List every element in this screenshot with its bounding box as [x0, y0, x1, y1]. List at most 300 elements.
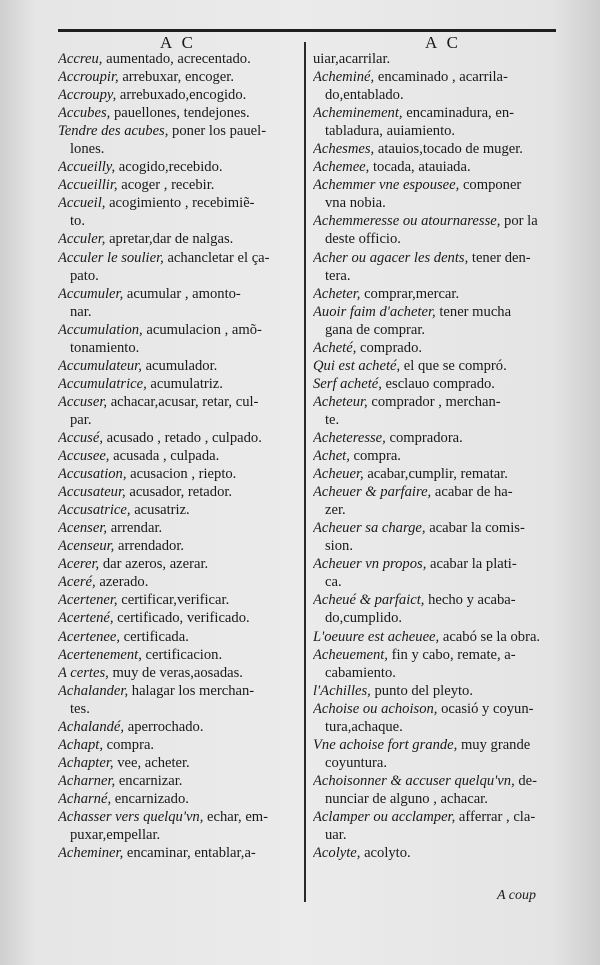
entry-definition: ocasió y coyun-: [441, 700, 534, 717]
running-head-right: A C: [425, 33, 461, 52]
dictionary-entry: [58, 664, 300, 682]
dictionary-entry: [313, 357, 551, 375]
dictionary-entry: [58, 393, 300, 429]
entry-definition: acusatriz.: [134, 502, 190, 519]
entry-headword: Achemee,: [313, 159, 370, 176]
entry-headword: Serf acheté,: [313, 375, 382, 392]
entry-headword: Accroupy,: [58, 87, 117, 104]
entry-definition: vee, acheter.: [117, 754, 190, 771]
entry-definition: compra.: [106, 736, 155, 753]
entry-definition: aumentado, acrecentado.: [106, 51, 251, 67]
dictionary-entry: [313, 68, 551, 104]
entry-definition: aperrochado.: [127, 718, 204, 735]
entry-headword: Acenseur,: [58, 538, 115, 555]
entry-line: [58, 555, 300, 573]
entry-definition: afferrar , cla-: [458, 808, 536, 825]
dictionary-entry: [58, 230, 300, 248]
entry-definition: acusado , retado , culpado.: [106, 429, 262, 446]
entry-headword: Achalander,: [58, 682, 129, 699]
entry-headword: Achet,: [313, 448, 350, 465]
entry-definition: certificada.: [123, 628, 189, 645]
entry-headword: Acculer le soulier,: [58, 249, 164, 266]
entry-headword: Acheté,: [313, 339, 357, 356]
entry-definition: arrebuxar, encoger.: [122, 69, 234, 86]
entry-headword: Accusateur,: [58, 484, 126, 501]
entry-line: [58, 230, 300, 248]
dictionary-entry: [58, 718, 300, 736]
entry-headword: Accusatrice,: [58, 502, 131, 519]
dictionary-entry: [58, 808, 300, 844]
entry-line: [313, 808, 551, 826]
entry-continuation: [313, 86, 551, 104]
entry-line: [58, 50, 300, 68]
dictionary-entry: [58, 682, 300, 718]
entry-continuation: [313, 754, 551, 772]
entry-definition: poner los pauel-: [172, 123, 267, 140]
entry-headword: Acolyte,: [313, 845, 361, 862]
entry-definition: acoger , recebir.: [121, 177, 215, 194]
entry-definition: puxar,empellar.: [70, 827, 161, 844]
entry-headword: Achapt,: [58, 736, 103, 753]
entry-definition: tocada, atauiada.: [372, 159, 471, 176]
entry-line: [58, 176, 300, 194]
entry-definition: de-: [518, 772, 538, 789]
dictionary-entry: [313, 285, 551, 303]
entry-definition: arrendar.: [110, 520, 163, 537]
dictionary-entry: [313, 555, 551, 591]
entry-headword: Acheteur,: [313, 393, 368, 410]
entry-definition: acolyto.: [364, 845, 411, 862]
entry-headword: Acertené,: [58, 610, 114, 627]
entry-continuation: [58, 411, 300, 429]
entry-headword: Acculer,: [58, 231, 106, 248]
entry-headword: Accueillir,: [58, 177, 118, 194]
entry-definition: punto del pleyto.: [374, 682, 473, 699]
entry-line: [313, 68, 551, 86]
dictionary-entry: [58, 447, 300, 465]
entry-headword: Achemmeresse ou atournaresse,: [313, 213, 501, 230]
entry-line: [313, 682, 551, 700]
dictionary-entry: [313, 303, 551, 339]
entry-continuation: [313, 230, 551, 248]
dictionary-entry: [58, 844, 300, 862]
top-rule: [58, 29, 556, 32]
dictionary-entry: [58, 537, 300, 555]
entry-definition: cabamiento.: [325, 664, 396, 681]
dictionary-entry: [313, 158, 551, 176]
entry-line: [313, 285, 551, 303]
dictionary-entry: [58, 104, 300, 122]
entry-headword: L'oeuure est acheuee,: [313, 628, 440, 645]
entry-line: [313, 158, 551, 176]
entry-headword: Acenser,: [58, 520, 108, 537]
entry-headword: Accreu,: [58, 51, 103, 67]
entry-line: [313, 212, 551, 230]
entry-definition: por la: [504, 213, 538, 230]
entry-line: [58, 122, 300, 140]
entry-headword: Acheminé,: [313, 69, 375, 86]
entry-continuation: [313, 664, 551, 682]
entry-definition: acumular , amonto-: [126, 285, 241, 302]
entry-definition: uiar,acarrilar.: [313, 51, 391, 67]
entry-line: [58, 194, 300, 212]
entry-definition: achancletar el ça-: [167, 249, 270, 266]
entry-line: [313, 591, 551, 609]
dictionary-entry: [58, 573, 300, 591]
dictionary-entry: [313, 736, 551, 772]
entry-definition: tener den-: [471, 249, 531, 266]
entry-line: [313, 772, 551, 790]
dictionary-entry: [58, 321, 300, 357]
entry-line: [313, 519, 551, 537]
dictionary-entry: [58, 555, 300, 573]
entry-headword: Acertenee,: [58, 628, 120, 645]
entry-line: [313, 140, 551, 158]
entry-line: [58, 628, 300, 646]
entry-line: [313, 339, 551, 357]
entry-definition: ca.: [325, 574, 342, 591]
entry-definition: el que se compró.: [403, 357, 507, 374]
entry-continuation: [313, 790, 551, 808]
entry-continuation: [58, 212, 300, 230]
entry-definition: certificacion.: [145, 646, 223, 663]
dictionary-entry: [58, 50, 300, 68]
entry-continuation: [313, 609, 551, 627]
entry-definition: nunciar de alguno , achacar.: [325, 790, 488, 807]
dictionary-entry: [313, 519, 551, 555]
entry-headword: Accumulation,: [58, 321, 143, 338]
entry-headword: Acheuer & parfaire,: [313, 484, 432, 501]
entry-line: [58, 483, 300, 501]
entry-definition: tera.: [325, 267, 351, 284]
entry-line: [58, 447, 300, 465]
dictionary-entry: [313, 682, 551, 700]
entry-continuation: [58, 339, 300, 357]
entry-headword: Accumuler,: [58, 285, 124, 302]
entry-headword: Tendre des acubes,: [58, 123, 169, 140]
entry-definition: pauellones, tendejones.: [113, 105, 250, 122]
dictionary-entry: [58, 736, 300, 754]
dictionary-entry: [58, 357, 300, 375]
entry-headword: Achasser vers quelqu'vn,: [58, 808, 204, 825]
entry-line: [58, 104, 300, 122]
entry-headword: Accumulateur,: [58, 357, 142, 374]
entry-line: [313, 483, 551, 501]
dictionary-entry: [313, 104, 551, 140]
entry-headword: Acertenement,: [58, 646, 142, 663]
entry-headword: Accusee,: [58, 448, 110, 465]
entry-headword: Acheuer sa charge,: [313, 520, 426, 537]
entry-line: [313, 555, 551, 573]
entry-definition: to.: [70, 213, 85, 230]
entry-definition: acusada , culpada.: [113, 448, 220, 465]
left-column: [58, 50, 300, 862]
entry-definition: atauios,tocado de muger.: [377, 141, 523, 158]
dictionary-entry: [58, 465, 300, 483]
entry-definition: zer.: [325, 502, 346, 519]
entry-headword: Accroupir,: [58, 69, 119, 86]
entry-line: [58, 664, 300, 682]
dictionary-entry: [313, 483, 551, 519]
entry-headword: Achalandé,: [58, 718, 125, 735]
entry-definition: par.: [70, 411, 92, 428]
entry-line: [313, 249, 551, 267]
entry-line: [58, 682, 300, 700]
entry-continuation: [313, 411, 551, 429]
entry-line: [313, 447, 551, 465]
entry-definition: pato.: [70, 267, 99, 284]
entry-definition: acumulador.: [145, 357, 218, 374]
dictionary-entry: [313, 429, 551, 447]
entry-definition: certificar,verificar.: [121, 592, 230, 609]
dictionary-entry: [58, 158, 300, 176]
entry-definition: tes.: [70, 700, 90, 717]
entry-line: [58, 772, 300, 790]
entry-definition: achacar,acusar, retar, cul-: [110, 393, 259, 410]
entry-line: [313, 393, 551, 411]
entry-definition: tonamiento.: [70, 339, 140, 356]
entry-line: [58, 646, 300, 664]
entry-definition: comprado.: [360, 339, 423, 356]
entry-definition: uar.: [325, 827, 347, 844]
entry-headword: Acerer,: [58, 556, 100, 573]
entry-definition: tabladura, auiamiento.: [325, 123, 456, 140]
entry-headword: Auoir faim d'acheter,: [313, 303, 436, 320]
entry-definition: encaminado , acarrila-: [377, 69, 508, 86]
dictionary-entry: [58, 483, 300, 501]
entry-line: [313, 465, 551, 483]
entry-line: [313, 700, 551, 718]
dictionary-entry: [313, 212, 551, 248]
entry-definition: acabar,cumplir, rematar.: [367, 466, 508, 483]
entry-definition: encarnizado.: [114, 790, 189, 807]
entry-line: [58, 321, 300, 339]
dictionary-entry: [313, 50, 551, 68]
entry-headword: Acertener,: [58, 592, 118, 609]
entry-definition: gana de comprar.: [325, 321, 426, 338]
entry-headword: Accusé,: [58, 429, 103, 446]
entry-definition: acumulacion , amõ-: [146, 321, 262, 338]
entry-line: [313, 176, 551, 194]
entry-definition: acogido,recebido.: [118, 159, 223, 176]
entry-line: [58, 609, 300, 627]
dictionary-entry: [313, 591, 551, 627]
entry-continuation: [58, 303, 300, 321]
entry-definition: comprar,mercar.: [364, 285, 460, 302]
entry-definition: acabar de ha-: [434, 484, 513, 501]
dictionary-entry: [313, 249, 551, 285]
entry-headword: Acheué & parfaict,: [313, 592, 425, 609]
entry-definition: componer: [462, 177, 522, 194]
dictionary-entry: [58, 122, 300, 158]
entry-definition: fin y cabo, remate, a-: [391, 646, 516, 663]
dictionary-entry: [313, 646, 551, 682]
entry-definition: encaminar, entablar,a-: [126, 845, 256, 862]
entry-headword: Aclamper ou acclamper,: [313, 808, 456, 825]
entry-definition: acusador, retador.: [129, 484, 233, 501]
entry-line: [313, 736, 551, 754]
entry-definition: apretar,dar de nalgas.: [109, 231, 234, 248]
entry-definition: encarnizar.: [118, 772, 183, 789]
entry-line: [58, 573, 300, 591]
entry-headword: Qui est acheté,: [313, 357, 401, 374]
entry-line: [58, 736, 300, 754]
entry-definition: compra.: [353, 448, 401, 465]
dictionary-entry: [58, 429, 300, 447]
entry-continuation: [58, 140, 300, 158]
entry-definition: acabar la plati-: [430, 556, 517, 573]
entry-definition: do,entablado.: [325, 87, 404, 104]
dictionary-entry: [58, 646, 300, 664]
dictionary-entry: [313, 339, 551, 357]
dictionary-entry: [58, 519, 300, 537]
entry-headword: A certes,: [58, 664, 109, 681]
entry-line: [58, 158, 300, 176]
entry-headword: Acheuer vn propos,: [313, 556, 427, 573]
entry-headword: Achemmer vne espousee,: [313, 177, 460, 194]
entry-line: [313, 357, 551, 375]
dictionary-entry: [313, 375, 551, 393]
entry-definition: tura,achaque.: [325, 718, 403, 735]
entry-headword: Accumulatrice,: [58, 375, 147, 392]
entry-headword: Acharné,: [58, 790, 112, 807]
entry-headword: Acher ou agacer les dents,: [313, 249, 469, 266]
entry-headword: Accueilly,: [58, 159, 116, 176]
dictionary-entry: [58, 591, 300, 609]
entry-definition: tener mucha: [439, 303, 512, 320]
dictionary-entry: [313, 808, 551, 844]
entry-line: [58, 86, 300, 104]
entry-line: [58, 537, 300, 555]
dictionary-entry: [58, 501, 300, 519]
entry-continuation: [313, 501, 551, 519]
entry-line: [58, 465, 300, 483]
entry-definition: vna nobia.: [325, 195, 386, 212]
dictionary-entry: [58, 249, 300, 285]
dictionary-entry: [58, 285, 300, 321]
entry-definition: hecho y acaba-: [428, 592, 516, 609]
entry-headword: Acheteresse,: [313, 429, 386, 446]
entry-continuation: [313, 194, 551, 212]
entry-continuation: [58, 826, 300, 844]
dictionary-entry: [58, 754, 300, 772]
dictionary-entry: [313, 700, 551, 736]
catchword: A coup: [497, 888, 537, 903]
entry-headword: Acheminement,: [313, 105, 403, 122]
entry-definition: halagar los merchan-: [131, 682, 255, 699]
entry-line: [313, 844, 551, 862]
entry-definition: lones.: [70, 141, 105, 158]
entry-headword: Achesmes,: [313, 141, 375, 158]
dictionary-entry: [58, 86, 300, 104]
entry-headword: Achoise ou achoison,: [313, 700, 438, 717]
entry-headword: Accusation,: [58, 466, 127, 483]
entry-headword: Acharner,: [58, 772, 116, 789]
entry-line: [58, 754, 300, 772]
entry-headword: Accuser,: [58, 393, 108, 410]
entry-definition: compradora.: [389, 429, 463, 446]
entry-definition: acabó se la obra.: [442, 628, 541, 645]
entry-continuation: [313, 573, 551, 591]
entry-headword: Acheminer,: [58, 845, 124, 862]
dictionary-entry: [58, 176, 300, 194]
entry-headword: Accueil,: [58, 195, 106, 212]
entry-definition: do,cumplido.: [325, 610, 403, 627]
entry-headword: Aceré,: [58, 574, 96, 591]
entry-line: [58, 429, 300, 447]
entry-line: [313, 375, 551, 393]
entry-continuation: [313, 267, 551, 285]
entry-line: [58, 844, 300, 862]
entry-line: [313, 429, 551, 447]
entry-line: [58, 591, 300, 609]
dictionary-entry: [313, 447, 551, 465]
entry-continuation: [58, 700, 300, 718]
right-column: [313, 50, 551, 862]
entry-headword: Vne achoise fort grande,: [313, 736, 458, 753]
running-head-left: A C: [160, 33, 196, 52]
dictionary-entry: [58, 68, 300, 86]
entry-line: [58, 808, 300, 826]
dictionary-entry: [58, 609, 300, 627]
entry-definition: acusacion , riepto.: [130, 466, 237, 483]
entry-headword: Achapter,: [58, 754, 114, 771]
entry-headword: l'Achilles,: [313, 682, 371, 699]
entry-continuation: [313, 321, 551, 339]
dictionary-entry: [313, 140, 551, 158]
entry-line: [313, 628, 551, 646]
entry-definition: acabar la comis-: [429, 520, 525, 537]
entry-line: [58, 68, 300, 86]
entry-continuation: [313, 122, 551, 140]
entry-definition: muy de veras,aosadas.: [112, 664, 243, 681]
entry-headword: Acheuer,: [313, 466, 364, 483]
entry-continuation: [58, 267, 300, 285]
entry-line: [58, 375, 300, 393]
dictionary-entry: [58, 772, 300, 790]
entry-headword: Acheter,: [313, 285, 361, 302]
entry-definition: te.: [325, 411, 340, 428]
entry-definition: arrebuxado,encogido.: [119, 87, 247, 104]
entry-line: [58, 393, 300, 411]
entry-definition: esclauo comprado.: [385, 375, 495, 392]
entry-line: [58, 285, 300, 303]
entry-line: [313, 50, 551, 68]
column-divider: [304, 42, 306, 902]
entry-headword: Achoisonner & accuser quelqu'vn,: [313, 772, 515, 789]
entry-definition: acumulatriz.: [150, 375, 223, 392]
entry-continuation: [313, 718, 551, 736]
entry-line: [313, 646, 551, 664]
dictionary-entry: [58, 194, 300, 230]
dictionary-entry: [313, 772, 551, 808]
entry-line: [58, 519, 300, 537]
entry-line: [58, 790, 300, 808]
entry-definition: deste officio.: [325, 231, 401, 248]
entry-definition: comprador , merchan-: [371, 393, 501, 410]
entry-line: [58, 501, 300, 519]
entry-definition: sion.: [325, 538, 353, 555]
entry-definition: encaminadura, en-: [406, 105, 514, 122]
entry-definition: echar, em-: [207, 808, 269, 825]
entry-line: [58, 357, 300, 375]
entry-definition: muy grande: [460, 736, 531, 753]
dictionary-entry: [58, 375, 300, 393]
entry-definition: azerado.: [99, 574, 149, 591]
entry-line: [313, 303, 551, 321]
dictionary-entry: [58, 790, 300, 808]
dictionary-entry: [313, 176, 551, 212]
